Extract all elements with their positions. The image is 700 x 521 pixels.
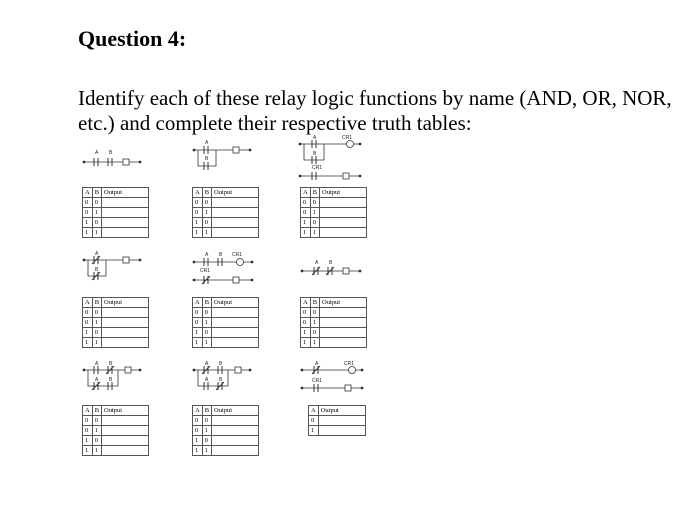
output-cell[interactable]: [102, 328, 149, 338]
table-row: 0 1: [301, 318, 367, 328]
contact-label-b: B: [219, 377, 223, 383]
truth-table-6: [300, 297, 367, 348]
output-cell[interactable]: [320, 228, 367, 238]
output-cell[interactable]: [320, 218, 367, 228]
contact-label-b: B: [95, 267, 99, 273]
table-row: 0 1: [83, 208, 149, 218]
table-row: 0 0: [193, 308, 259, 318]
header-b: B: [92, 406, 101, 416]
contact-label-b: B: [329, 260, 333, 266]
truth-table-8: [192, 405, 259, 456]
table-row: 1 0: [83, 328, 149, 338]
table-row: 0 0: [83, 198, 149, 208]
output-cell[interactable]: [320, 208, 367, 218]
header-a: A: [193, 188, 203, 198]
output-cell[interactable]: [320, 198, 367, 208]
output-cell[interactable]: [212, 198, 259, 208]
output-cell[interactable]: [212, 208, 259, 218]
contact-label-b: B: [109, 150, 113, 156]
table-row: 0 0: [301, 198, 367, 208]
table-row: 1 1: [83, 338, 149, 348]
question-title: Question 4:: [78, 26, 187, 51]
contact-label-cr1: CR1: [342, 135, 353, 141]
relay-diagram-5: [192, 250, 267, 290]
header-output: Output: [102, 188, 149, 198]
output-cell[interactable]: [212, 228, 259, 238]
output-cell[interactable]: [102, 218, 149, 228]
header-a: A: [83, 298, 93, 308]
contact-label-b: B: [219, 361, 223, 367]
table-row: 0 0: [193, 416, 259, 426]
header-a: A: [83, 188, 93, 198]
output-cell[interactable]: [102, 208, 149, 218]
table-row: 1 1: [193, 338, 259, 348]
truth-table-5: [192, 297, 259, 348]
header-b: B: [310, 298, 319, 308]
output-cell[interactable]: [212, 328, 259, 338]
relay-diagram-9: [300, 360, 375, 396]
contact-label-a: A: [205, 252, 209, 258]
table-row: 0 0: [193, 198, 259, 208]
table-row: 1 0: [193, 328, 259, 338]
contact-label-cr1: CR1: [312, 165, 323, 171]
output-cell[interactable]: [212, 308, 259, 318]
contact-label-b: B: [313, 151, 317, 157]
table-row: 1 0: [301, 218, 367, 228]
contact-label-a: A: [315, 361, 319, 367]
header-b: B: [202, 188, 211, 198]
output-cell[interactable]: [102, 318, 149, 328]
output-cell[interactable]: [102, 416, 149, 426]
question-prompt: Identify each of these relay logic functions by name (AND, OR, NOR, etc.) and complete their respective truth tables:: [78, 86, 672, 135]
contact-label-b: B: [109, 361, 113, 367]
header-output: Output: [212, 188, 259, 198]
table-row: 1 0: [193, 436, 259, 446]
output-cell[interactable]: [102, 308, 149, 318]
table-row: 0 0: [83, 308, 149, 318]
output-cell[interactable]: [212, 338, 259, 348]
output-cell[interactable]: [320, 338, 367, 348]
header-a: A: [193, 406, 203, 416]
output-cell[interactable]: [212, 416, 259, 426]
table-row: 1 0: [193, 218, 259, 228]
output-cell[interactable]: [102, 436, 149, 446]
relay-diagram-2: [192, 138, 262, 174]
header-a: A: [301, 188, 311, 198]
header-a: A: [193, 298, 203, 308]
output-cell[interactable]: [320, 328, 367, 338]
table-row: 1 1: [301, 228, 367, 238]
header-b: B: [92, 298, 101, 308]
output-cell[interactable]: [318, 426, 365, 436]
table-row: 1 1: [83, 446, 149, 456]
header-output: Output: [102, 406, 149, 416]
header-b: B: [92, 188, 101, 198]
table-row: 1 0: [83, 436, 149, 446]
header-a: A: [309, 406, 319, 416]
table-row: 0: [309, 416, 366, 426]
output-cell[interactable]: [318, 416, 365, 426]
table-row: 1 1: [193, 446, 259, 456]
output-cell[interactable]: [212, 446, 259, 456]
header-b: B: [310, 188, 319, 198]
table-row: 0 1: [301, 208, 367, 218]
header-a: A: [301, 298, 311, 308]
table-row: 1 1: [193, 228, 259, 238]
output-cell[interactable]: [212, 426, 259, 436]
contact-label-a: A: [205, 377, 209, 383]
table-row: 1 1: [83, 228, 149, 238]
truth-table-7: [82, 405, 149, 456]
contact-label-a: A: [95, 251, 99, 257]
output-cell[interactable]: [320, 308, 367, 318]
contact-label-a: A: [205, 361, 209, 367]
table-row: 1 1: [301, 338, 367, 348]
truth-table-4: [82, 297, 149, 348]
contact-label-a: A: [205, 140, 209, 146]
truth-table-9: [308, 405, 366, 436]
contact-label-cr1: CR1: [312, 378, 323, 384]
contact-label-a: A: [95, 150, 99, 156]
truth-table-3: [300, 187, 367, 238]
contact-label-cr1: CR1: [200, 268, 211, 274]
output-cell[interactable]: [212, 318, 259, 328]
header-output: Output: [212, 298, 259, 308]
table-row: 0 1: [193, 208, 259, 218]
output-cell[interactable]: [212, 436, 259, 446]
contact-label-b: B: [205, 156, 209, 162]
contact-label-cr1: CR1: [232, 252, 243, 258]
relay-diagram-1: [82, 148, 152, 174]
relay-diagram-3: [298, 134, 373, 186]
contact-label-cr1: CR1: [344, 361, 355, 367]
header-output: Output: [320, 298, 367, 308]
table-row: 0 1: [83, 318, 149, 328]
table-row: 1 0: [301, 328, 367, 338]
relay-diagram-7: [82, 360, 154, 396]
relay-diagram-4: [82, 250, 152, 284]
contact-label-a: A: [95, 377, 99, 383]
table-row: 0 0: [83, 416, 149, 426]
output-cell[interactable]: [102, 228, 149, 238]
output-cell[interactable]: [102, 198, 149, 208]
relay-diagram-6: [300, 258, 372, 282]
truth-table-1: [82, 187, 149, 238]
output-cell[interactable]: [212, 218, 259, 228]
relay-diagram-8: [192, 360, 264, 396]
table-row: 0 1: [83, 426, 149, 436]
header-output: Output: [320, 188, 367, 198]
header-output: Output: [318, 406, 365, 416]
table-row: 0 1: [193, 426, 259, 436]
header-b: B: [202, 298, 211, 308]
header-output: Output: [102, 298, 149, 308]
output-cell[interactable]: [102, 426, 149, 436]
header-a: A: [83, 406, 93, 416]
header-output: Output: [212, 406, 259, 416]
table-row: 0 1: [193, 318, 259, 328]
table-row: 1 0: [83, 218, 149, 228]
table-row: 0 0: [301, 308, 367, 318]
output-cell[interactable]: [102, 338, 149, 348]
header-b: B: [202, 406, 211, 416]
contact-label-a: A: [315, 260, 319, 266]
contact-label-b: B: [109, 377, 113, 383]
contact-label-a: A: [95, 361, 99, 367]
table-row: 1: [309, 426, 366, 436]
output-cell[interactable]: [320, 318, 367, 328]
truth-table-2: [192, 187, 259, 238]
contact-label-a: A: [313, 135, 317, 141]
contact-label-b: B: [219, 252, 223, 258]
output-cell[interactable]: [102, 446, 149, 456]
